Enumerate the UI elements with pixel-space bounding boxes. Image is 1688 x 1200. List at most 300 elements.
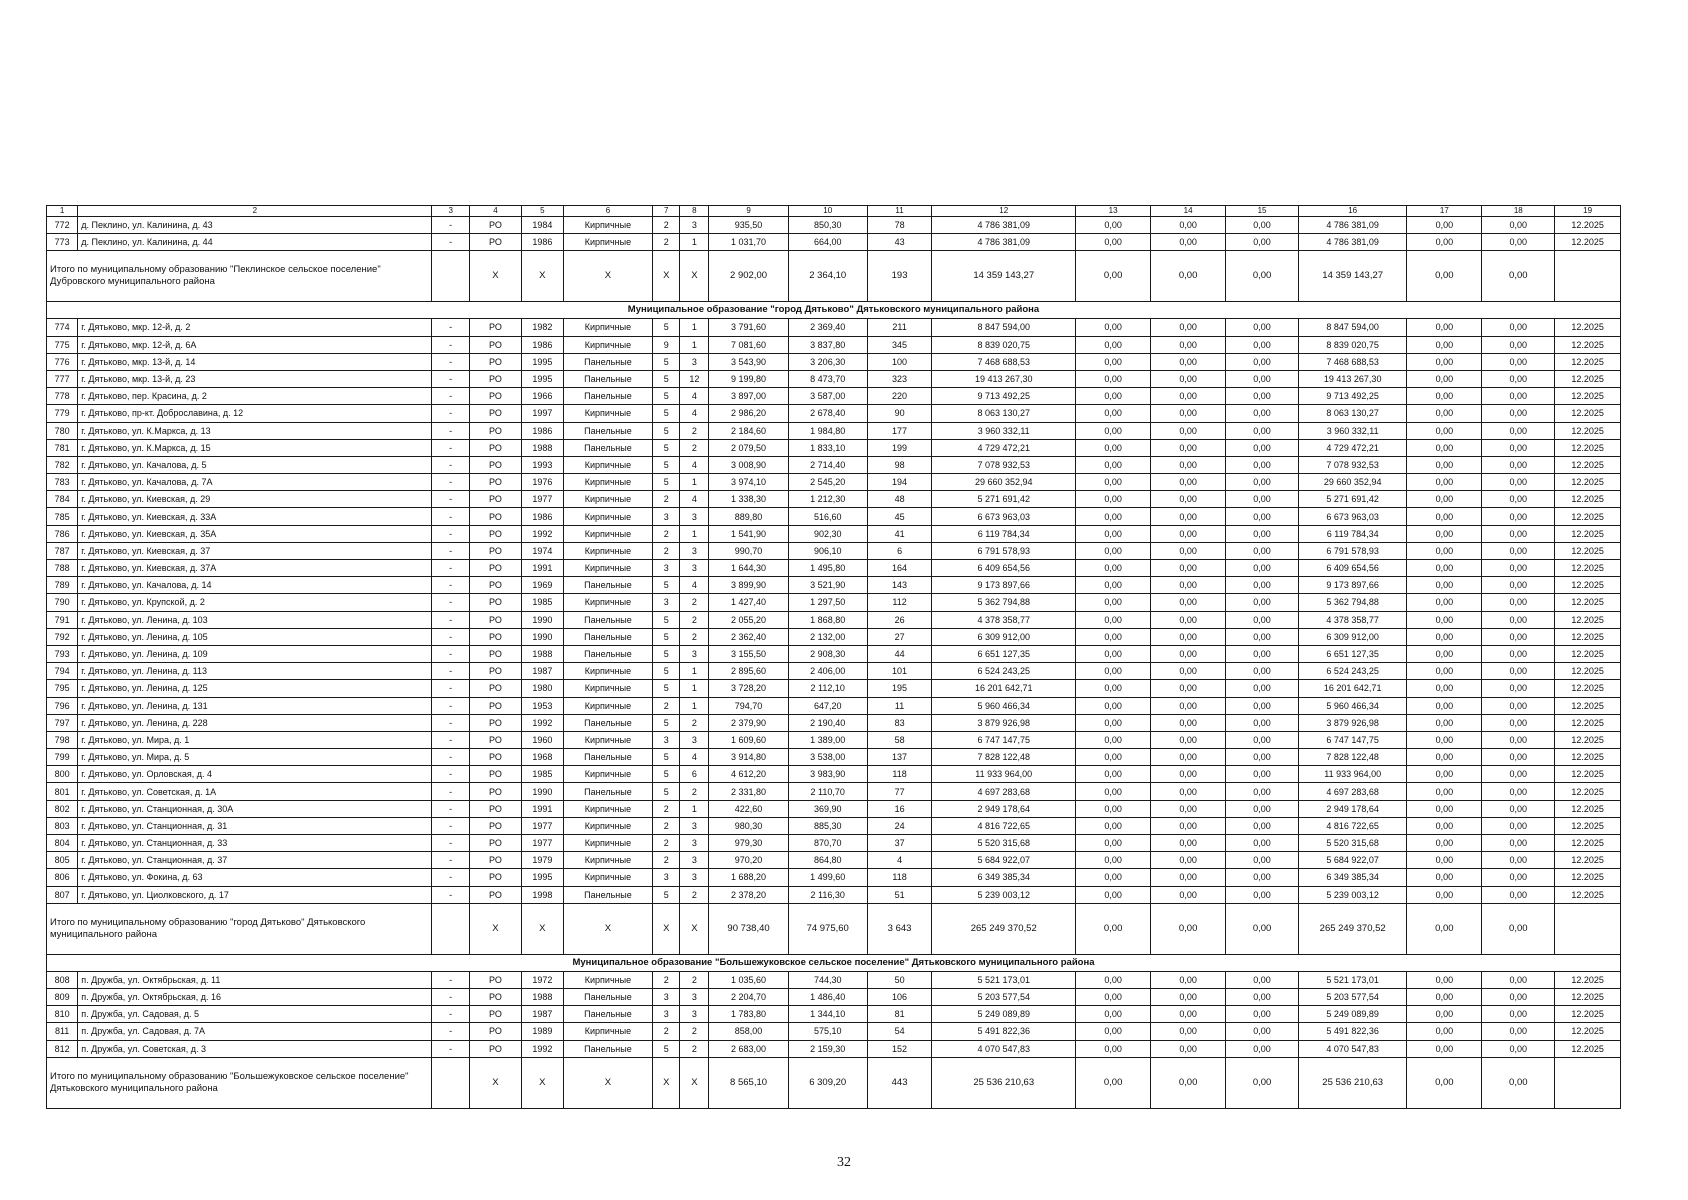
table-cell: 4 697 283,68: [1299, 783, 1407, 800]
table-cell: 778: [47, 388, 78, 405]
table-cell: 177: [867, 422, 932, 439]
table-cell: 2: [653, 971, 680, 988]
table-cell: 1980: [522, 680, 564, 697]
table-cell: 0,00: [1407, 491, 1482, 508]
table-cell: 9: [653, 336, 680, 353]
table-cell: 1992: [522, 525, 564, 542]
table-cell: РО: [469, 663, 521, 680]
table-cell: РО: [469, 353, 521, 370]
table-cell: 3: [653, 988, 680, 1005]
table-cell: -: [432, 577, 470, 594]
table-cell: 0,00: [1407, 319, 1482, 336]
subtotal-cell: X: [680, 1057, 709, 1108]
table-cell: 6 409 654,56: [1299, 560, 1407, 577]
table-cell: 6 673 963,03: [932, 508, 1076, 525]
table-cell: 812: [47, 1040, 78, 1057]
table-cell: 2 079,50: [709, 439, 788, 456]
table-cell: 5: [653, 439, 680, 456]
table-cell: 2 714,40: [788, 456, 867, 473]
table-cell: 1992: [522, 1040, 564, 1057]
table-cell: 0,00: [1076, 1023, 1151, 1040]
subtotal-cell: 0,00: [1151, 903, 1226, 954]
address-cell: г. Дятьково, ул. Ленина, д. 103: [78, 611, 432, 628]
table-cell: Панельные: [563, 353, 653, 370]
table-cell: 2 190,40: [788, 714, 867, 731]
table-cell: 664,00: [788, 234, 867, 251]
table-cell: 12.2025: [1555, 869, 1621, 886]
subtotal-cell: 0,00: [1076, 251, 1151, 302]
table-cell: 1988: [522, 439, 564, 456]
table-cell: 1 338,30: [709, 491, 788, 508]
table-cell: 12.2025: [1555, 1006, 1621, 1023]
table-cell: 0,00: [1407, 628, 1482, 645]
table-cell: 0,00: [1407, 714, 1482, 731]
table-cell: 12.2025: [1555, 388, 1621, 405]
table-cell: 0,00: [1482, 731, 1555, 748]
table-cell: 0,00: [1482, 783, 1555, 800]
table-cell: 0,00: [1076, 988, 1151, 1005]
subtotal-cell: 0,00: [1076, 903, 1151, 954]
table-cell: 0,00: [1226, 456, 1299, 473]
section-title: Муниципальное образование "Большежуковское сельское поселение" Дятьковского муниципального района: [47, 954, 1621, 971]
table-cell: 12: [680, 370, 709, 387]
table-cell: 0,00: [1226, 817, 1299, 834]
table-cell: 3 728,20: [709, 680, 788, 697]
table-cell: -: [432, 560, 470, 577]
table-cell: 0,00: [1151, 714, 1226, 731]
table-cell: 0,00: [1407, 336, 1482, 353]
table-cell: 0,00: [1226, 594, 1299, 611]
table-cell: 8 473,70: [788, 370, 867, 387]
subtotal-cell: 265 249 370,52: [1299, 903, 1407, 954]
table-cell: 0,00: [1482, 1006, 1555, 1023]
table-cell: 0,00: [1076, 869, 1151, 886]
table-cell: 0,00: [1076, 714, 1151, 731]
table-cell: 0,00: [1151, 800, 1226, 817]
subtotal-label: Итого по муниципальному образованию "Большежуковское сельское поселение" Дятьковского муниципального района: [47, 1057, 432, 1108]
table-cell: Кирпичные: [563, 508, 653, 525]
table-cell: 5: [653, 456, 680, 473]
table-cell: 4 816 722,65: [932, 817, 1076, 834]
table-cell: 1990: [522, 611, 564, 628]
table-cell: -: [432, 388, 470, 405]
table-cell: 0,00: [1151, 852, 1226, 869]
table-cell: 12.2025: [1555, 405, 1621, 422]
table-cell: 0,00: [1076, 800, 1151, 817]
address-cell: г. Дятьково, ул. Качалова, д. 7А: [78, 474, 432, 491]
table-cell: -: [432, 852, 470, 869]
table-cell: 1986: [522, 336, 564, 353]
table-cell: 3: [653, 869, 680, 886]
table-cell: 5: [653, 388, 680, 405]
table-cell: 0,00: [1076, 680, 1151, 697]
table-cell: Кирпичные: [563, 697, 653, 714]
table-cell: 0,00: [1151, 697, 1226, 714]
subtotal-cell: 3 643: [867, 903, 932, 954]
table-cell: 5 249 089,89: [1299, 1006, 1407, 1023]
table-cell: 5 521 173,01: [932, 971, 1076, 988]
address-cell: д. Пеклино, ул. Калинина, д. 43: [78, 217, 432, 234]
table-cell: 0,00: [1076, 217, 1151, 234]
table-cell: 3 155,50: [709, 645, 788, 662]
table-cell: 3 914,80: [709, 749, 788, 766]
table-row: [47, 422, 1621, 439]
table-cell: 2 406,00: [788, 663, 867, 680]
table-cell: 0,00: [1151, 1040, 1226, 1057]
table-cell: 12.2025: [1555, 594, 1621, 611]
table-cell: 8 063 130,27: [1299, 405, 1407, 422]
table-cell: 0,00: [1226, 628, 1299, 645]
table-cell: 8 839 020,75: [932, 336, 1076, 353]
column-number-header: 18: [1482, 206, 1555, 217]
table-cell: 48: [867, 491, 932, 508]
table-cell: 0,00: [1076, 645, 1151, 662]
table-cell: 4 729 472,21: [1299, 439, 1407, 456]
table-cell: 6 651 127,35: [1299, 645, 1407, 662]
table-cell: 2 369,40: [788, 319, 867, 336]
address-cell: г. Дятьково, ул. Качалова, д. 14: [78, 577, 432, 594]
table-cell: 101: [867, 663, 932, 680]
table-cell: Кирпичные: [563, 525, 653, 542]
table-cell: 0,00: [1226, 234, 1299, 251]
table-cell: 0,00: [1151, 817, 1226, 834]
table-cell: 0,00: [1226, 217, 1299, 234]
table-cell: 0,00: [1482, 353, 1555, 370]
table-row: [47, 766, 1621, 783]
table-cell: 12.2025: [1555, 474, 1621, 491]
subtotal-cell: 90 738,40: [709, 903, 788, 954]
table-cell: 0,00: [1407, 353, 1482, 370]
table-cell: 3 206,30: [788, 353, 867, 370]
table-cell: 806: [47, 869, 78, 886]
table-cell: 1977: [522, 491, 564, 508]
table-cell: 1: [680, 474, 709, 491]
table-cell: 24: [867, 817, 932, 834]
table-cell: РО: [469, 525, 521, 542]
table-cell: 3 543,90: [709, 353, 788, 370]
table-cell: РО: [469, 800, 521, 817]
table-cell: 0,00: [1226, 749, 1299, 766]
table-cell: 118: [867, 766, 932, 783]
register-table: [46, 205, 1621, 1109]
table-cell: -: [432, 800, 470, 817]
table-cell: 2: [680, 611, 709, 628]
column-number-header: 5: [522, 206, 564, 217]
table-cell: -: [432, 370, 470, 387]
section-header-row: [47, 954, 1621, 971]
table-cell: 1985: [522, 766, 564, 783]
table-cell: 970,20: [709, 852, 788, 869]
table-cell: 100: [867, 353, 932, 370]
table-cell: 0,00: [1226, 869, 1299, 886]
table-cell: 1 486,40: [788, 988, 867, 1005]
table-cell: 44: [867, 645, 932, 662]
table-cell: 0,00: [1407, 525, 1482, 542]
table-cell: 791: [47, 611, 78, 628]
table-cell: 3 837,80: [788, 336, 867, 353]
table-cell: 6 651 127,35: [932, 645, 1076, 662]
table-cell: 5: [653, 353, 680, 370]
table-cell: 1990: [522, 783, 564, 800]
table-cell: 12.2025: [1555, 817, 1621, 834]
table-cell: 1988: [522, 645, 564, 662]
table-cell: 1995: [522, 353, 564, 370]
table-row: [47, 835, 1621, 852]
table-cell: РО: [469, 388, 521, 405]
table-cell: РО: [469, 217, 521, 234]
table-cell: 12.2025: [1555, 835, 1621, 852]
subtotal-cell: 0,00: [1076, 1057, 1151, 1108]
table-cell: 2 683,00: [709, 1040, 788, 1057]
table-cell: 1: [680, 234, 709, 251]
address-cell: д. Пеклино, ул. Калинина, д. 44: [78, 234, 432, 251]
table-cell: Панельные: [563, 714, 653, 731]
table-cell: РО: [469, 852, 521, 869]
table-cell: -: [432, 697, 470, 714]
table-cell: 0,00: [1226, 319, 1299, 336]
table-cell: 9 173 897,66: [932, 577, 1076, 594]
table-cell: 9 173 897,66: [1299, 577, 1407, 594]
table-cell: 0,00: [1226, 886, 1299, 903]
table-cell: РО: [469, 405, 521, 422]
table-cell: 0,00: [1151, 234, 1226, 251]
table-cell: 0,00: [1226, 680, 1299, 697]
table-cell: 3: [653, 560, 680, 577]
table-cell: 0,00: [1076, 370, 1151, 387]
table-cell: 808: [47, 971, 78, 988]
table-cell: 1 541,90: [709, 525, 788, 542]
address-cell: г. Дятьково, пер. Красина, д. 2: [78, 388, 432, 405]
table-cell: 0,00: [1407, 663, 1482, 680]
table-cell: 1985: [522, 594, 564, 611]
table-cell: 793: [47, 645, 78, 662]
table-cell: 12.2025: [1555, 234, 1621, 251]
subtotal-cell: 0,00: [1226, 251, 1299, 302]
table-cell: -: [432, 542, 470, 559]
table-cell: 1 609,60: [709, 731, 788, 748]
table-cell: 776: [47, 353, 78, 370]
table-cell: 4 070 547,83: [1299, 1040, 1407, 1057]
subtotal-cell: 0,00: [1482, 251, 1555, 302]
table-cell: 0,00: [1076, 474, 1151, 491]
table-cell: 2: [653, 525, 680, 542]
table-cell: 3: [653, 1006, 680, 1023]
table-cell: 1992: [522, 714, 564, 731]
table-cell: Панельные: [563, 988, 653, 1005]
table-cell: 16 201 642,71: [932, 680, 1076, 697]
table-cell: 29 660 352,94: [932, 474, 1076, 491]
table-row: [47, 474, 1621, 491]
table-cell: -: [432, 594, 470, 611]
table-cell: 0,00: [1226, 336, 1299, 353]
table-cell: 12.2025: [1555, 886, 1621, 903]
table-cell: 4: [680, 405, 709, 422]
table-cell: 0,00: [1482, 988, 1555, 1005]
table-cell: 422,60: [709, 800, 788, 817]
table-row: [47, 525, 1621, 542]
table-cell: 4 729 472,21: [932, 439, 1076, 456]
table-cell: 0,00: [1407, 405, 1482, 422]
table-cell: 3: [680, 817, 709, 834]
table-cell: 0,00: [1407, 456, 1482, 473]
address-cell: г. Дятьково, ул. Ленина, д. 131: [78, 697, 432, 714]
table-cell: 1987: [522, 1006, 564, 1023]
table-cell: 5 491 822,36: [932, 1023, 1076, 1040]
table-cell: 2: [653, 800, 680, 817]
table-cell: Панельные: [563, 577, 653, 594]
table-cell: 2: [653, 1023, 680, 1040]
table-cell: 1 212,30: [788, 491, 867, 508]
table-cell: 2: [653, 697, 680, 714]
address-cell: г. Дятьково, мкр. 13-й, д. 14: [78, 353, 432, 370]
table-cell: 6 309 912,00: [932, 628, 1076, 645]
table-cell: 0,00: [1076, 405, 1151, 422]
table-cell: 8 847 594,00: [932, 319, 1076, 336]
table-cell: 885,30: [788, 817, 867, 834]
table-cell: -: [432, 663, 470, 680]
table-cell: Кирпичные: [563, 1023, 653, 1040]
address-cell: г. Дятьково, ул. Киевская, д. 35А: [78, 525, 432, 542]
subtotal-cell: X: [563, 903, 653, 954]
table-cell: 0,00: [1407, 577, 1482, 594]
table-cell: 1968: [522, 749, 564, 766]
table-cell: 1 499,60: [788, 869, 867, 886]
table-cell: 784: [47, 491, 78, 508]
table-cell: 2 895,60: [709, 663, 788, 680]
table-cell: 0,00: [1407, 508, 1482, 525]
table-cell: 2: [680, 628, 709, 645]
table-cell: 0,00: [1407, 731, 1482, 748]
table-cell: 809: [47, 988, 78, 1005]
table-cell: 2 908,30: [788, 645, 867, 662]
table-cell: 0,00: [1482, 577, 1555, 594]
table-cell: 0,00: [1226, 1023, 1299, 1040]
table-row: [47, 697, 1621, 714]
subtotal-cell: X: [563, 1057, 653, 1108]
table-cell: 0,00: [1482, 542, 1555, 559]
section-title: Муниципальное образование "город Дятьково" Дятьковского муниципального района: [47, 302, 1621, 319]
table-cell: 5 520 315,68: [1299, 835, 1407, 852]
subtotal-cell: 2 902,00: [709, 251, 788, 302]
table-cell: 0,00: [1226, 542, 1299, 559]
table-cell: 3 008,90: [709, 456, 788, 473]
table-cell: 6 791 578,93: [932, 542, 1076, 559]
table-cell: 5: [653, 1040, 680, 1057]
table-cell: 0,00: [1407, 1023, 1482, 1040]
table-cell: 798: [47, 731, 78, 748]
table-cell: 775: [47, 336, 78, 353]
table-cell: 0,00: [1151, 886, 1226, 903]
table-cell: 0,00: [1151, 869, 1226, 886]
table-cell: 4 816 722,65: [1299, 817, 1407, 834]
table-cell: 0,00: [1407, 560, 1482, 577]
table-cell: 0,00: [1407, 835, 1482, 852]
table-cell: 12.2025: [1555, 697, 1621, 714]
table-cell: 0,00: [1076, 336, 1151, 353]
table-cell: 6 309 912,00: [1299, 628, 1407, 645]
table-cell: 3: [653, 731, 680, 748]
table-cell: -: [432, 525, 470, 542]
table-cell: 3 960 332,11: [932, 422, 1076, 439]
table-cell: 12.2025: [1555, 714, 1621, 731]
table-cell: 0,00: [1407, 474, 1482, 491]
table-cell: РО: [469, 731, 521, 748]
table-cell: 864,80: [788, 852, 867, 869]
table-cell: 5: [653, 783, 680, 800]
table-cell: 2 678,40: [788, 405, 867, 422]
table-cell: 1: [680, 697, 709, 714]
table-cell: 19 413 267,30: [932, 370, 1076, 387]
table-cell: 16 201 642,71: [1299, 680, 1407, 697]
table-cell: 2: [653, 835, 680, 852]
address-cell: г. Дятьково, ул. Киевская, д. 37: [78, 542, 432, 559]
table-cell: 850,30: [788, 217, 867, 234]
table-cell: 799: [47, 749, 78, 766]
address-cell: г. Дятьково, ул. Ленина, д. 105: [78, 628, 432, 645]
table-cell: 12.2025: [1555, 439, 1621, 456]
table-cell: 0,00: [1482, 886, 1555, 903]
table-cell: 0,00: [1482, 1040, 1555, 1057]
table-cell: 794: [47, 663, 78, 680]
table-cell: 12.2025: [1555, 663, 1621, 680]
table-cell: 0,00: [1151, 628, 1226, 645]
table-cell: Панельные: [563, 628, 653, 645]
table-cell: Кирпичные: [563, 217, 653, 234]
table-cell: 9 713 492,25: [1299, 388, 1407, 405]
table-cell: 0,00: [1226, 988, 1299, 1005]
table-cell: 4: [680, 388, 709, 405]
table-cell: 779: [47, 405, 78, 422]
table-cell: 0,00: [1076, 628, 1151, 645]
table-cell: 0,00: [1226, 388, 1299, 405]
table-cell: Панельные: [563, 611, 653, 628]
table-cell: 0,00: [1226, 405, 1299, 422]
page-number: 32: [837, 1155, 851, 1170]
address-cell: г. Дятьково, ул. Ленина, д. 125: [78, 680, 432, 697]
table-cell: 0,00: [1407, 971, 1482, 988]
table-cell: 0,00: [1076, 1006, 1151, 1023]
table-row: [47, 731, 1621, 748]
address-cell: г. Дятьково, мкр. 12-й, д. 2: [78, 319, 432, 336]
table-cell: 7 828 122,48: [932, 749, 1076, 766]
subtotal-label: Итого по муниципальному образованию "город Дятьково" Дятьковского муниципального района: [47, 903, 432, 954]
subtotal-label: Итого по муниципальному образованию "Пеклинское сельское поселение" Дубровского муниципального района: [47, 251, 432, 302]
table-cell: 45: [867, 508, 932, 525]
table-cell: 803: [47, 817, 78, 834]
table-cell: 0,00: [1076, 422, 1151, 439]
table-cell: 792: [47, 628, 78, 645]
table-cell: 12.2025: [1555, 422, 1621, 439]
table-cell: 3: [680, 560, 709, 577]
table-cell: 137: [867, 749, 932, 766]
table-cell: Панельные: [563, 388, 653, 405]
address-cell: г. Дятьково, мкр. 13-й, д. 23: [78, 370, 432, 387]
table-cell: 0,00: [1226, 525, 1299, 542]
table-cell: 12.2025: [1555, 731, 1621, 748]
table-cell: 4: [867, 852, 932, 869]
table-cell: 1986: [522, 422, 564, 439]
table-cell: 2 986,20: [709, 405, 788, 422]
table-cell: 2 055,20: [709, 611, 788, 628]
table-cell: 935,50: [709, 217, 788, 234]
table-cell: 802: [47, 800, 78, 817]
table-cell: 0,00: [1151, 577, 1226, 594]
table-cell: 12.2025: [1555, 560, 1621, 577]
table-cell: 2: [653, 542, 680, 559]
table-cell: -: [432, 1040, 470, 1057]
table-cell: 5 960 466,34: [1299, 697, 1407, 714]
table-cell: 2: [653, 217, 680, 234]
